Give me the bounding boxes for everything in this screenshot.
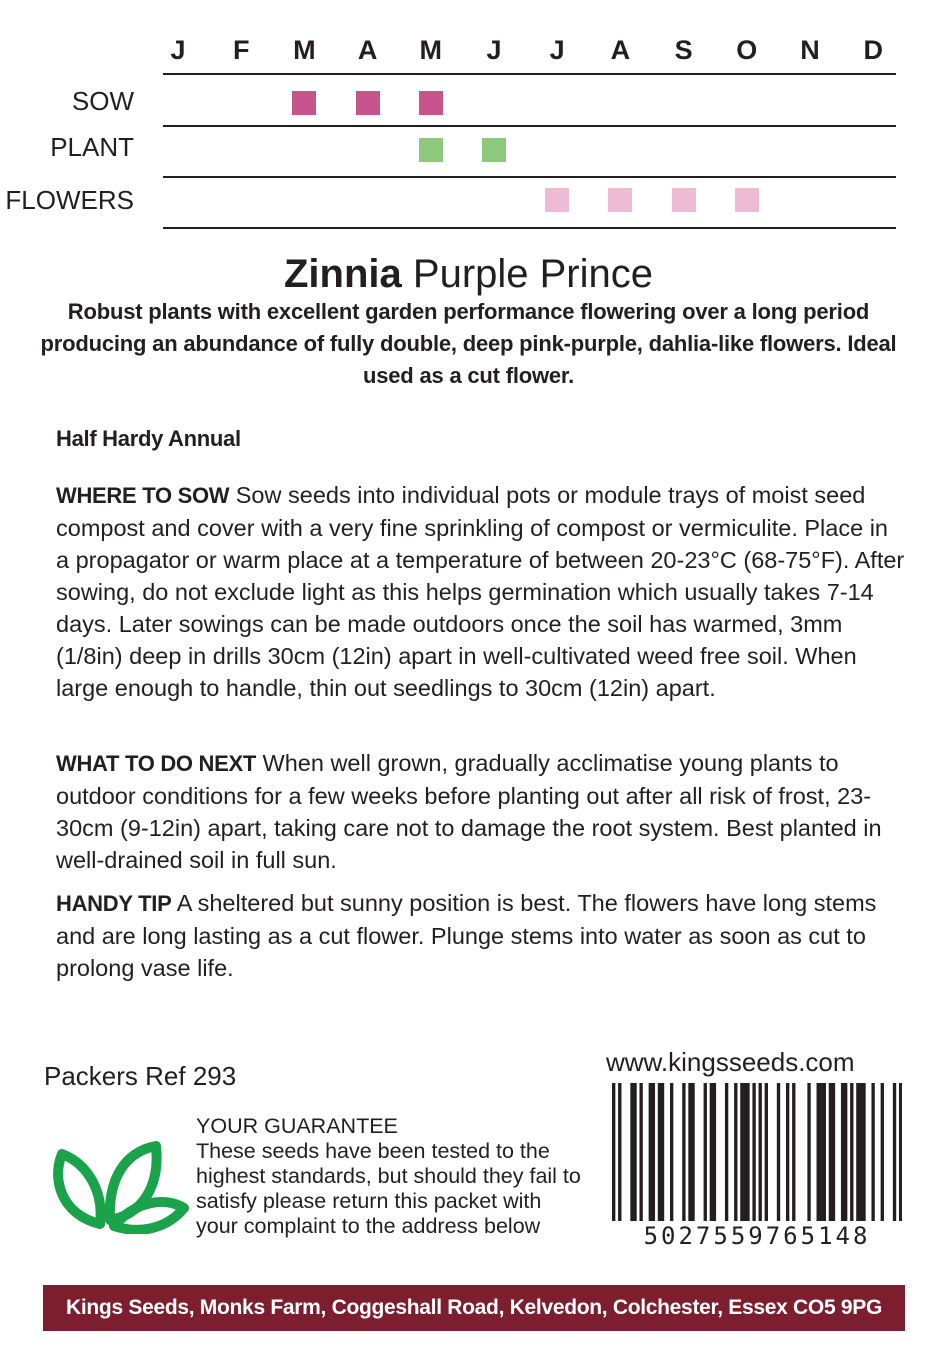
month-label: S <box>674 35 693 65</box>
month-label: A <box>610 35 631 65</box>
barcode-bar <box>850 1083 853 1221</box>
barcode-bar <box>661 1083 664 1221</box>
calendar-row-label: PLANT <box>50 132 134 162</box>
barcode-bar <box>899 1083 902 1221</box>
address-footer <box>43 1285 905 1331</box>
barcode-bar <box>710 1083 713 1221</box>
calendar-divider <box>163 176 896 178</box>
barcode-bar <box>734 1083 737 1221</box>
calendar-divider <box>163 227 896 229</box>
calendar-row-label: SOW <box>71 86 134 116</box>
calendar-marker <box>608 188 632 212</box>
barcode-bar <box>807 1083 810 1221</box>
calendar-marker <box>545 188 569 212</box>
product-title <box>0 250 937 298</box>
barcode-bar <box>743 1083 746 1221</box>
calendar-marker <box>356 91 380 115</box>
barcode-bar <box>893 1083 896 1221</box>
barcode-bar <box>859 1083 862 1221</box>
barcode-bar <box>759 1083 762 1221</box>
month-label: D <box>863 35 883 65</box>
barcode-bar <box>670 1083 673 1221</box>
barcode-bar <box>832 1083 835 1221</box>
barcode <box>612 1083 902 1228</box>
barcode-bar <box>713 1083 716 1221</box>
product-genus: Zinnia <box>283 252 402 296</box>
barcode-bar <box>658 1083 661 1221</box>
where-to-sow-section <box>56 479 906 704</box>
barcode-bar <box>765 1083 768 1221</box>
barcode-bar <box>871 1083 874 1221</box>
calendar-divider <box>163 73 896 75</box>
month-label: A <box>357 35 378 65</box>
website-url[interactable]: www.kingsseeds.com <box>606 1047 855 1077</box>
barcode-number: 5027559765148 <box>643 1222 871 1250</box>
calendar-divider <box>163 125 896 127</box>
section-heading: WHAT TO DO NEXT <box>56 751 257 776</box>
barcode-bar <box>823 1083 826 1221</box>
barcode-bar <box>817 1083 820 1221</box>
product-intro: Robust plants with excellent garden performance flowering over a long period producing an abundance of fully double, deep pink-purple, dahlia-like flowers. Ideal used as a cut flower. <box>40 299 897 388</box>
barcode-bar <box>844 1083 847 1221</box>
barcode-bar <box>682 1083 685 1221</box>
leaf-logo-icon <box>48 1138 190 1234</box>
month-label: M <box>419 35 443 65</box>
barcode-bar <box>649 1083 652 1221</box>
calendar-marker <box>482 138 506 162</box>
what-to-do-next-section <box>56 747 906 876</box>
barcode-bar <box>691 1083 694 1221</box>
calendar-marker <box>735 188 759 212</box>
month-label: J <box>170 35 186 65</box>
barcode-bar <box>881 1083 884 1221</box>
month-label: J <box>486 35 502 65</box>
calendar-marker <box>419 138 443 162</box>
barcode-bar <box>856 1083 859 1221</box>
barcode-bar <box>792 1083 795 1221</box>
plant-type: Half Hardy Annual <box>56 426 241 451</box>
barcode-bar <box>612 1083 615 1221</box>
barcode-bar <box>820 1083 823 1221</box>
calendar-marker <box>672 188 696 212</box>
month-label: O <box>736 35 758 65</box>
address-text: Kings Seeds, Monks Farm, Coggeshall Road, Kelvedon, Colchester, Essex CO5 9PG <box>66 1296 882 1319</box>
barcode-bar <box>725 1083 728 1221</box>
month-label: N <box>800 35 820 65</box>
section-text: When well grown, gradually acclimatise young plants to outdoor conditions for a few weeks before planting out after all risk of frost, 23-30cm (9-12in) apart, taking care not to damage the root system. Best planted in well-drained soil in full sun. <box>56 750 882 873</box>
guarantee-title: YOUR GUARANTEE <box>196 1114 398 1138</box>
barcode-bar <box>841 1083 844 1221</box>
barcode-bar <box>740 1083 743 1221</box>
barcode-bar <box>652 1083 655 1221</box>
section-heading: WHERE TO SOW <box>56 483 230 508</box>
packers-ref: Packers Ref 293 <box>44 1061 237 1091</box>
barcode-bar <box>618 1083 621 1221</box>
calendar-marker <box>419 91 443 115</box>
calendar-row-label: FLOWERS <box>5 185 134 215</box>
barcode-bar <box>862 1083 865 1221</box>
barcode-bar <box>786 1083 789 1221</box>
month-label: F <box>232 35 250 65</box>
month-label: J <box>549 35 565 65</box>
barcode-bar <box>746 1083 749 1221</box>
barcode-bar <box>639 1083 642 1221</box>
section-text: Sow seeds into individual pots or module trays of moist seed compost and cover with a very fine sprinkling of compost or vermiculite. Place in a propagator or warm place at a temperature of between 20-23°C (68-75°F). After sowing, do not exclude light as this helps germination which usually takes 7-14 days. Later sowings can be made outdoors once the soil has warmed, 3mm (1/8in) deep in drills 30cm (12in) apart in well-cultivated weed free soil. When large enough to handle, thin out seedlings to 30cm (12in) apart. <box>56 482 905 701</box>
barcode-bar <box>829 1083 832 1221</box>
calendar-marker <box>292 91 316 115</box>
barcode-bar <box>704 1083 707 1221</box>
month-label: M <box>293 35 316 65</box>
product-variety: Purple Prince <box>412 252 654 296</box>
guarantee-block <box>196 1114 586 1239</box>
barcode-bar <box>688 1083 691 1221</box>
barcode-bar <box>633 1083 636 1221</box>
barcode-bar <box>630 1083 633 1221</box>
section-text: A sheltered but sunny position is best. The flowers have long stems and are long lasting as a cut flower. Plunge stems into water as soon as cut to prolong vase life. <box>56 890 877 981</box>
section-heading: HANDY TIP <box>56 891 172 916</box>
guarantee-text: These seeds have been tested to the highest standards, but should they fail to satisfy please return this packet with your complaint to the address below <box>196 1139 581 1238</box>
barcode-bar <box>777 1083 780 1221</box>
handy-tip-section <box>56 887 906 984</box>
barcode-bar <box>752 1083 755 1221</box>
